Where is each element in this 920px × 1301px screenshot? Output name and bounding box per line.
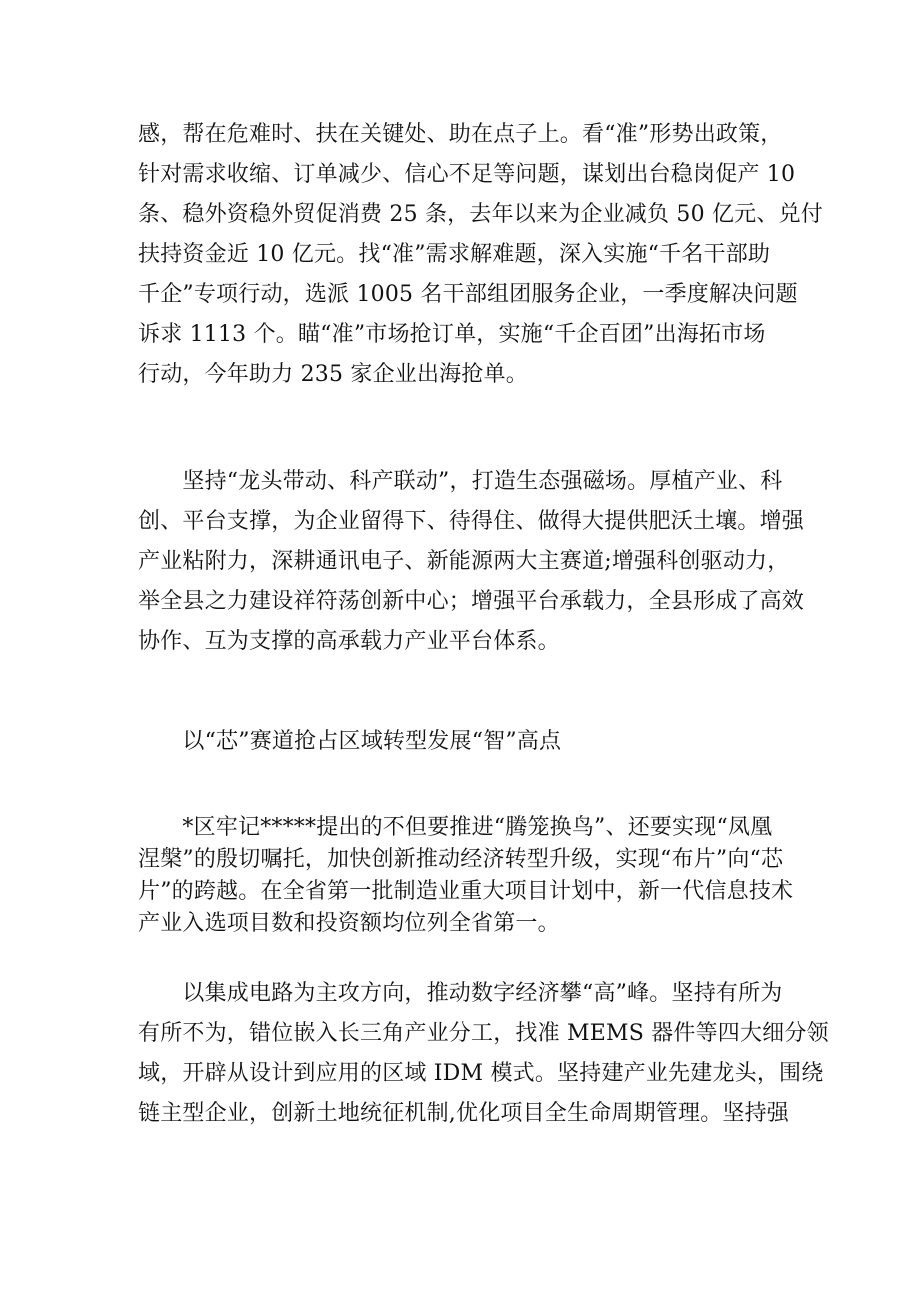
- text-line: 千企”专项行动，选派 1005 名干部组团服务企业，一季度解决问题: [138, 282, 798, 307]
- text-line: 行动，今年助力 235 家企业出海抢单。: [138, 362, 528, 387]
- paragraph-integrated-circuit: [138, 974, 829, 1134]
- text-line: 产业粘附力，深耕通讯电子、新能源两大主赛道;增强科创驱动力，: [138, 549, 790, 574]
- text-line: 以集成电路为主攻方向，推动数字经济攀“高”峰。坚持有所为: [138, 981, 783, 1006]
- text-line: 链主型企业，创新土地统征机制,优化项目全生命周期管理。坚持强: [138, 1101, 789, 1126]
- text-line: 产业入选项目数和投资额均位列全省第一。: [138, 911, 560, 936]
- section-heading: [138, 722, 798, 762]
- text-line: 创、平台支撑，为企业留得下、待得住、做得大提供肥沃土壤。增强: [138, 509, 805, 534]
- text-line: 有所不为，错位嵌入长三角产业分工，找准 MEMS 器件等四大细分领: [138, 1021, 829, 1046]
- paragraph-policy-support: [138, 115, 823, 395]
- text-line: 条、稳外资稳外贸促消费 25 条，去年以来为企业减负 50 亿元、兑付: [138, 202, 823, 227]
- text-line: 扶持资金近 10 亿元。找“准”需求解难题，深入实施“千名干部助: [138, 242, 771, 267]
- text-line: *区牢记*****提出的不但要推进“腾笼换鸟”、还要实现“凤凰: [138, 815, 773, 840]
- paragraph-transformation: [138, 812, 798, 940]
- text-line: 诉求 1113 个。瞄“准”市场抢订单，实施“千企百团”出海拓市场: [138, 322, 766, 347]
- paragraph-ecosystem: [138, 462, 805, 662]
- text-line: 坚持“龙头带动、科产联动”，打造生态强磁场。厚植产业、科: [138, 469, 783, 494]
- heading-line: 以“芯”赛道抢占区域转型发展“智”高点: [138, 729, 562, 754]
- text-line: 针对需求收缩、订单减少、信心不足等问题，谋划出台稳岗促产 10: [138, 162, 796, 187]
- text-line: 协作、互为支撑的高承载力产业平台体系。: [138, 629, 560, 654]
- text-line: 片”的跨越。在全省第一批制造业重大项目计划中，新一代信息技术: [138, 879, 794, 904]
- text-line: 举全县之力建设祥符荡创新中心；增强平台承载力，全县形成了高效: [138, 589, 805, 614]
- text-line: 感，帮在危难时、扶在关键处、助在点子上。看“准”形势出政策，: [138, 122, 783, 147]
- text-line: 涅槃”的殷切嘱托，加快创新推动经济转型升级，实现“布片”向“芯: [138, 847, 784, 872]
- text-line: 域，开辟从设计到应用的区域 IDM 模式。坚持建产业先建龙头，围绕: [138, 1061, 824, 1086]
